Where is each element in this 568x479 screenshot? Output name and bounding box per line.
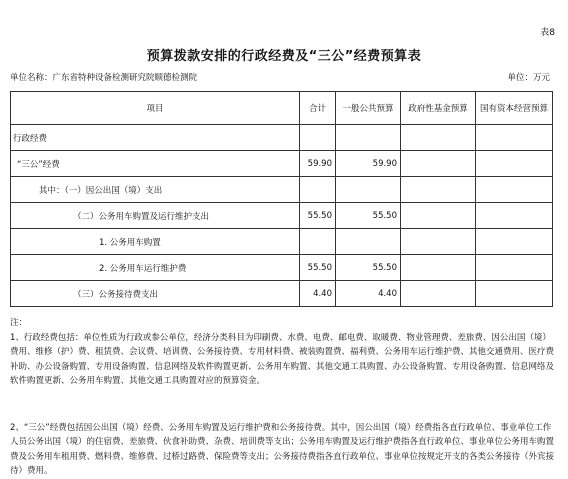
row-capital [476, 151, 553, 177]
row-general: 55.50 [336, 203, 401, 229]
table-header-row [11, 92, 553, 125]
row-item: 其中：（一）因公出国（境）支出 [11, 177, 300, 203]
unit-name: 单位名称：广东省特种设备检测研究院顺德检测院 [10, 73, 198, 83]
row-fund [401, 203, 476, 229]
row-fund [401, 125, 476, 151]
unit-info-row [10, 71, 550, 83]
row-item: （三）公务接待费支出 [11, 281, 300, 307]
row-total: 59.90 [300, 151, 336, 177]
header-fund-budget: 政府性基金预算 [401, 92, 476, 125]
row-item: 行政经费 [11, 125, 300, 151]
row-capital [476, 177, 553, 203]
row-general: 4.40 [336, 281, 401, 307]
table-row [11, 151, 553, 177]
row-total: 55.50 [300, 255, 336, 281]
row-total [300, 125, 336, 151]
row-capital [476, 229, 553, 255]
row-total: 4.40 [300, 281, 336, 307]
table-row [11, 281, 553, 307]
budget-table [10, 91, 553, 307]
header-general-budget: 一般公共预算 [336, 92, 401, 125]
row-item: 1. 公务用车购置 [11, 229, 300, 255]
table-row [11, 125, 553, 151]
row-fund [401, 255, 476, 281]
table-number: 表8 [540, 28, 555, 38]
notes-section [10, 316, 554, 479]
row-general [336, 125, 401, 151]
table-row [11, 255, 553, 281]
header-total: 合计 [300, 92, 336, 125]
notes-heading: 注： [10, 318, 28, 328]
row-capital [476, 281, 553, 307]
row-capital [476, 203, 553, 229]
currency-unit: 单位：万元 [507, 73, 550, 83]
row-item: 2. 公务用车运行维护费 [11, 255, 300, 281]
header-item: 项目 [11, 92, 300, 125]
row-capital [476, 125, 553, 151]
row-fund [401, 281, 476, 307]
table-row [11, 229, 553, 255]
row-item: “三公”经费 [11, 151, 300, 177]
page-title: 预算拨款安排的行政经费及“三公”经费预算表 [146, 49, 422, 64]
row-fund [401, 229, 476, 255]
note-1: 1、行政经费包括：单位性质为行政或参公单位，经济分类科目为印刷费、水费、电费、邮电费、取暖费、物业管理费、差旅费、因公出国（境）费用、维修（护）费、租赁费、会议费、培训费、公务接待费、专用材料费、被装购置费、福利费、公务用车运行维护费、其他交通费用、医疗费补助、办公设备购置、专用设备购置、信息网络及软件购置更新、公务用车购置、其他交通工具购置、办公设备购置、专用设备购置、信息网络及软件购置更新、公务用车购置、其他交通工具购置对应的预算资金。 [10, 332, 555, 386]
header-capital-budget: 国有资本经营预算 [476, 92, 553, 125]
row-capital [476, 255, 553, 281]
table-row [11, 203, 553, 229]
row-total [300, 177, 336, 203]
row-fund [401, 151, 476, 177]
row-general: 55.50 [336, 255, 401, 281]
row-general [336, 177, 401, 203]
row-total [300, 229, 336, 255]
note-2: 2、“三公”经费包括因公出国（境）经费、公务用车购置及运行维护费和公务接待费。其中，因公出国（境）经费指各直行政单位、事业单位工作人员公务出国（境）的住宿费、差旅费、伙食补助费、杂费、培训费等支出；公务用车购置及运行维护费指各直行政单位、事业单位公务用车购置费及公务用车租用费、燃料费、维修费、过桥过路费、保险费等支出；公务接待费指各直行政单位、事业单位按规定开支的各类公务接待（外宾接待）费用。 [10, 422, 555, 476]
row-item: （二）公务用车购置及运行维护支出 [11, 203, 300, 229]
table-row [11, 177, 553, 203]
row-general [336, 229, 401, 255]
row-general: 59.90 [336, 151, 401, 177]
row-total: 55.50 [300, 203, 336, 229]
row-fund [401, 177, 476, 203]
